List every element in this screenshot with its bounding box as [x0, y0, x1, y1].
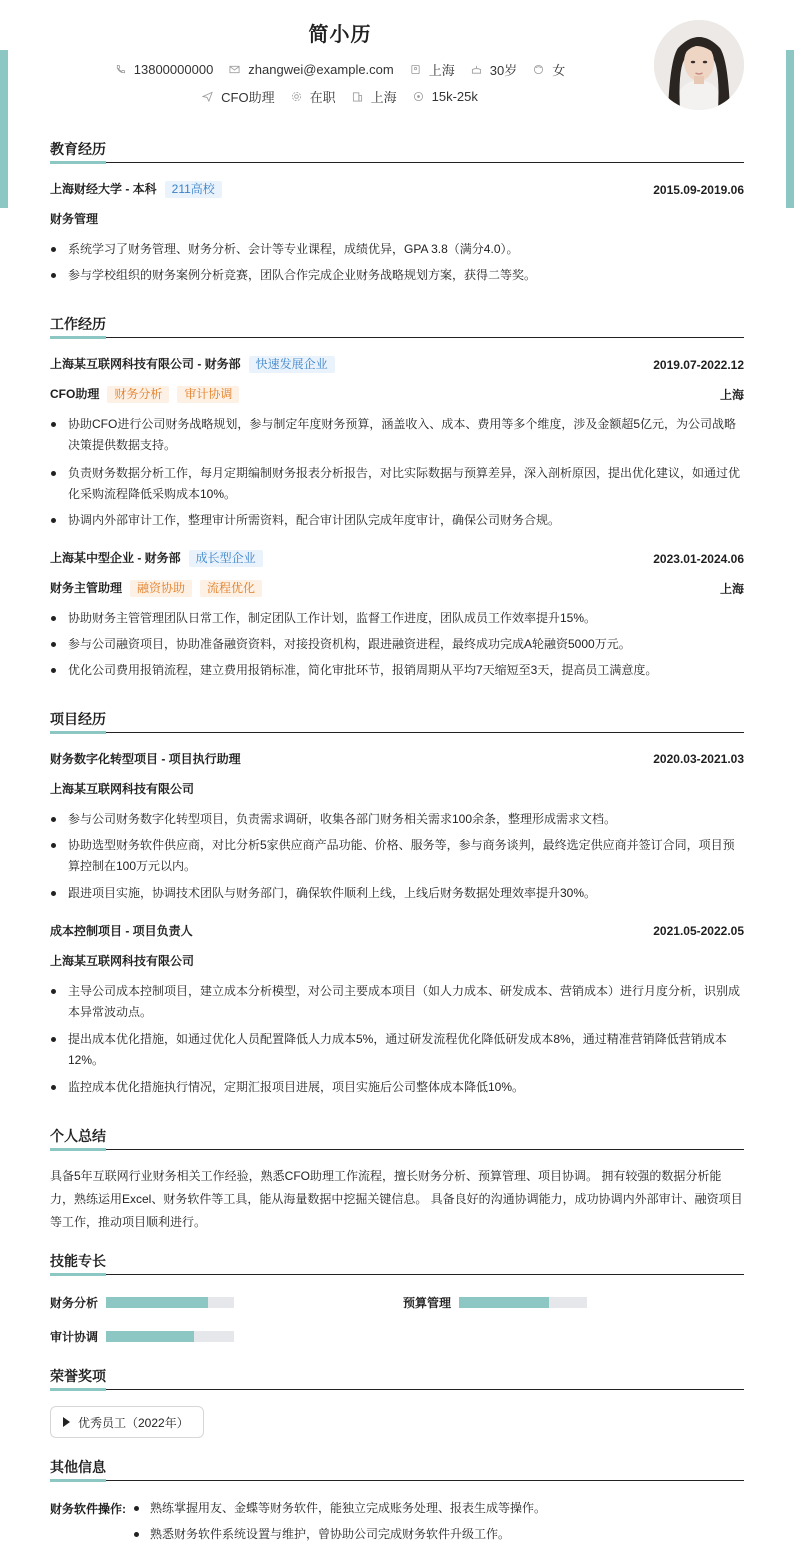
salary-text: 15k-25k [431, 89, 478, 104]
email-item [229, 62, 393, 77]
gear-icon [291, 91, 302, 102]
list-item: 提出成本优化措施，如通过优化人员配置降低人力成本5%，通过研发流程优化降低研发成本8%，通过精准营销降低营销成本12%。 [50, 1029, 744, 1071]
project-header-row [50, 923, 744, 939]
major-name: 财务管理 [50, 212, 99, 226]
section-divider [50, 1149, 744, 1150]
work-title: 工作经历 [50, 316, 106, 332]
skills-section [50, 1252, 744, 1344]
summary-text: 具备5年互联网行业财务相关工作经验，熟悉CFO助理工作流程，擅长财务分析、预算管理、项目协调。 拥有较强的数据分析能力，熟练运用Excel、财务软件等工具，能从海量数据中挖掘关键信息。 具备良好的沟通协调能力，成功协调内外部审计、融资项目等工作，推动项目顺利进行。 [50, 1169, 743, 1229]
list-item: 跟进项目实施，协调技术团队与财务部门，确保软件顺利上线，上线后财务数据处理效率提升30%。 [50, 883, 744, 904]
work-section [50, 315, 744, 677]
list-item: 熟练掌握用友、金蝶等财务软件，能独立完成账务处理、报表生成等操作。 [130, 1500, 546, 1516]
skill-name: 预算管理 [403, 1296, 452, 1310]
section-divider [50, 337, 744, 338]
job-role-row [50, 580, 744, 597]
project-company: 上海某互联网科技有限公司 [50, 782, 195, 796]
city-text: 上海 [428, 63, 455, 78]
list-item: 监控成本优化措施执行情况，定期汇报项目进展，项目实施后公司整体成本降低10%。 [50, 1077, 744, 1098]
money-icon [413, 91, 424, 102]
list-item: 协调内外部审计工作，整理审计所需资料，配合审计团队完成年度审计，确保公司财务合规。 [50, 510, 744, 531]
education-section [50, 140, 744, 282]
job-date: 2019.07-2022.12 [653, 357, 744, 372]
age-text: 30岁 [489, 63, 518, 78]
list-item: 负责财务数据分析工作，每月定期编制财务报表分析报告，对比实际数据与预算差异，深入剖析原因，提出优化建议，如通过优化采购流程降低采购成本10%。 [50, 463, 744, 505]
company-name: 上海某中型企业 - 财务部 [50, 551, 181, 565]
job-role-row [50, 386, 744, 403]
projects-title: 项目经历 [50, 711, 106, 727]
section-divider [50, 1480, 744, 1481]
list-item: 参与学校组织的财务案例分析竞赛，团队合作完成企业财务战略规划方案，获得二等奖。 [50, 265, 744, 286]
status-item [291, 87, 336, 106]
section-divider [50, 1274, 744, 1275]
projects-section [50, 710, 744, 1094]
job-city: 上海 [719, 387, 744, 402]
section-accent-underline [50, 1388, 106, 1391]
skill-bar [459, 1297, 587, 1308]
list-item: 系统学习了财务管理、财务分析、会计等专业课程，成绩优异，GPA 3.8（满分4.0）。 [50, 239, 744, 260]
education-date: 2015.09-2019.06 [653, 182, 744, 197]
salary-item [413, 89, 478, 104]
status-text: 在职 [309, 90, 336, 105]
summary-section [50, 1127, 744, 1229]
project-date: 2021.05-2022.05 [653, 924, 744, 938]
project-name: 成本控制项目 - 项目负责人 [50, 924, 193, 938]
summary-title: 个人总结 [50, 1128, 106, 1144]
skill-bar-fill [106, 1331, 194, 1342]
email-icon [229, 64, 240, 75]
skill-bar [106, 1297, 234, 1308]
location-icon [410, 64, 421, 75]
section-divider [50, 162, 744, 163]
list-item: 优化公司费用报销流程，建立费用报销标准，简化审批环节，报销周期从平均7天缩短至3天，提高员工满意度。 [50, 660, 744, 681]
resume-header [0, 0, 794, 125]
job-role: 财务主管助理 [50, 581, 123, 595]
skill-item [50, 1294, 234, 1311]
skill-item [403, 1294, 587, 1311]
job-header-row [50, 356, 744, 373]
project-header-row [50, 751, 744, 767]
section-divider [50, 732, 744, 733]
job-city: 上海 [719, 581, 744, 596]
education-header-row [50, 181, 744, 198]
avatar-portrait [654, 20, 744, 110]
list-item: 协助财务主管管理团队日常工作，制定团队工作计划，监督工作进度，团队成员工作效率提升15%。 [50, 608, 744, 629]
project-date: 2020.03-2021.03 [653, 752, 744, 766]
section-accent-underline [50, 336, 106, 339]
other-section [50, 1458, 744, 1541]
list-item: 参与公司财务数字化转型项目，负责需求调研，收集各部门财务相关需求100余条，整理形成需求文档。 [50, 809, 744, 830]
other-title: 其他信息 [50, 1459, 106, 1475]
section-accent-underline [50, 1479, 106, 1482]
awards-section [50, 1367, 744, 1430]
list-item: 参与公司融资项目，协助准备融资资料，对接投资机构，跟进融资进程，最终成功完成A轮融资5000万元。 [50, 634, 744, 655]
award-item[interactable] [50, 1406, 204, 1438]
send-icon [202, 91, 213, 102]
award-label: 优秀员工（2022年） [78, 1415, 189, 1430]
section-divider [50, 1389, 744, 1390]
target-job-text: CFO助理 [221, 90, 275, 105]
gender-item [533, 60, 565, 79]
target-city-item [352, 87, 397, 106]
project-name: 财务数字化转型项目 - 项目执行助理 [50, 752, 241, 766]
skill-bar [106, 1331, 234, 1342]
section-accent-underline [50, 161, 106, 164]
city-item [410, 60, 455, 79]
list-item: 协助选型财务软件供应商，对比分析5家供应商产品功能、价格、服务等，参与商务谈判，最终选定供应商并签订合同，项目预算控制在100万元以内。 [50, 835, 744, 877]
skill-tag: 财务分析 [107, 386, 169, 403]
contact-row [0, 60, 680, 79]
age-item [471, 60, 517, 79]
project-company: 上海某互联网科技有限公司 [50, 954, 195, 968]
cake-icon [471, 64, 482, 75]
other-label: 财务软件操作: [50, 1502, 126, 1516]
list-item: 主导公司成本控制项目，建立成本分析模型，对公司主要成本项目（如人力成本、研发成本、营销成本）进行月度分析，识别成本异常波动点。 [50, 981, 744, 1023]
candidate-name: 简小历 [308, 24, 372, 46]
gender-icon [533, 64, 544, 75]
gender-text: 女 [552, 63, 566, 78]
phone-number: 13800000000 [133, 62, 214, 77]
company-tag: 快速发展企业 [249, 356, 335, 373]
target-job-item [202, 87, 274, 106]
school-tag: 211高校 [165, 181, 222, 198]
company-tag: 成长型企业 [189, 550, 263, 567]
skill-bar-fill [459, 1297, 549, 1308]
awards-title: 荣誉奖项 [50, 1368, 106, 1384]
phone-item [115, 62, 214, 77]
skill-tag: 审计协调 [177, 386, 239, 403]
section-accent-underline [50, 1273, 106, 1276]
job-role: CFO助理 [50, 387, 100, 401]
education-title: 教育经历 [50, 141, 106, 157]
phone-icon [115, 64, 126, 75]
section-accent-underline [50, 1148, 106, 1151]
avatar [654, 20, 744, 110]
target-city-text: 上海 [370, 90, 397, 105]
skill-tag: 流程优化 [200, 580, 262, 597]
email-address: zhangwei@example.com [248, 62, 394, 77]
triangle-right-icon [63, 1417, 70, 1427]
list-item: 协助CFO进行公司财务战略规划，参与制定年度财务预算，涵盖收入、成本、费用等多个维度，涉及金额超5亿元，为公司战略决策提供数据支持。 [50, 414, 744, 456]
skill-bar-fill [106, 1297, 208, 1308]
company-name: 上海某互联网科技有限公司 - 财务部 [50, 357, 241, 371]
job-header-row [50, 550, 744, 567]
skill-tag: 融资协助 [130, 580, 192, 597]
list-item: 熟悉财务软件系统设置与维护，曾协助公司完成财务软件升级工作。 [130, 1526, 510, 1542]
section-accent-underline [50, 731, 106, 734]
skill-item [50, 1328, 234, 1345]
skill-name: 财务分析 [50, 1296, 99, 1310]
job-intent-row [0, 87, 680, 106]
skill-name: 审计协调 [50, 1330, 99, 1344]
skills-title: 技能专长 [50, 1253, 106, 1269]
school-name: 上海财经大学 - 本科 [50, 182, 157, 196]
building-icon [352, 91, 363, 102]
job-date: 2023.01-2024.06 [653, 551, 744, 566]
